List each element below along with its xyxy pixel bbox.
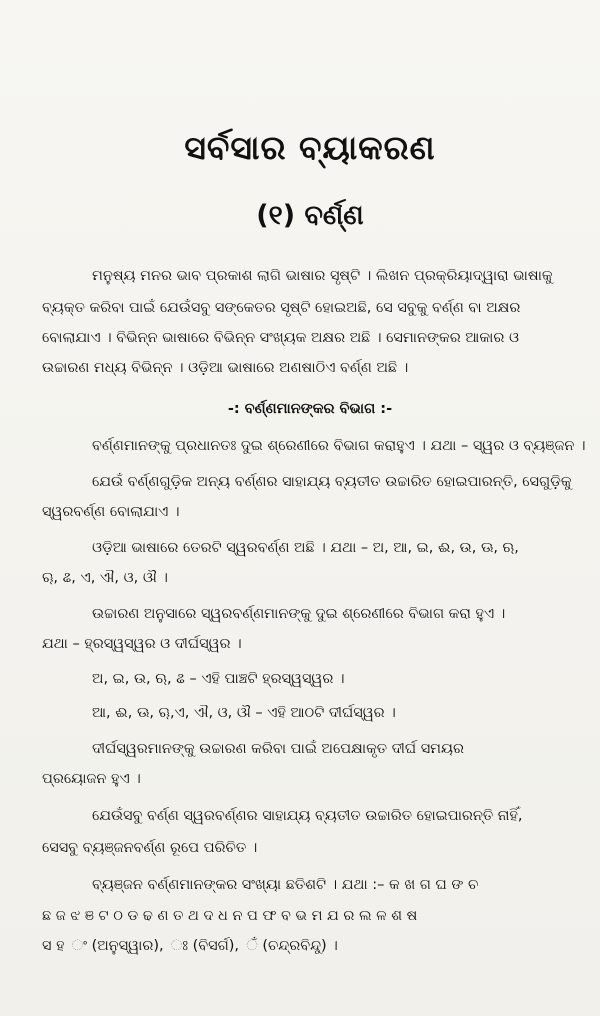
paragraph-line: ଅ, ଇ, ଉ, ଋ, ଌ – ଏହି ପାଞ୍ଚଟି ହ୍ରସ୍ୱସ୍ୱର ।	[92, 671, 345, 687]
paragraph-line: ଯେଉଁସବୁ ବର୍ଣ୍ଣ ସ୍ୱରବର୍ଣ୍ଣର ସାହାଯ୍ୟ ବ୍ୟତୀତ ଉଚ୍ଚାରିତ ହୋଇପାରନ୍ତି ନାହିଁ,	[92, 808, 523, 824]
section-heading: -: ବର୍ଣ୍ଣମାନଙ୍କର ବିଭାଗ :-	[227, 401, 393, 417]
page-title: ସର୍ବସାର ବ୍ୟାକରଣ	[184, 128, 436, 167]
paragraph-line: ଛ ଜ ଝ ଞ ଟ ଠ ଡ ଢ ଣ ତ ଥ ଦ ଧ ନ ପ ଫ ବ ଭ ମ ଯ ର ଲ ଳ ଶ ଷ	[42, 908, 418, 924]
paragraph-line: ସ୍ୱରବର୍ଣ୍ଣ ବୋଲାଯାଏ ।	[42, 504, 180, 520]
paragraph-line: ପ୍ରୟୋଜନ ହୁଏ ।	[42, 771, 141, 787]
paragraph-line: ବ୍ୟଞ୍ଜନ ବର୍ଣ୍ଣମାନଙ୍କର ସଂଖ୍ୟା ଛତିଶଟି । ଯଥା :– କ ଖ ଗ ଘ ଙ ଚ	[92, 877, 479, 893]
chapter-heading: (୧) ବର୍ଣ୍ଣ	[256, 200, 364, 231]
paragraph-line: ଓଡ଼ିଆ ଭାଷାରେ ତେରଟି ସ୍ୱରବର୍ଣ୍ଣ ଅଛି । ଯଥା – ଅ, ଆ, ଇ, ଈ, ଉ, ଊ, ଋ,	[92, 540, 519, 556]
paragraph-line: ଯଥା – ହ୍ରସ୍ୱସ୍ୱର ଓ ଦୀର୍ଘସ୍ୱର ।	[42, 636, 242, 652]
paragraph-line: ବ୍ୟକ୍ତ କରିବା ପାଇଁ ଯେଉଁସବୁ ସଙ୍କେତର ସୃଷ୍ଟି ହୋଇଅଛି, ସେ ସବୁକୁ ବର୍ଣ୍ଣ ବା ଅକ୍ଷର	[42, 300, 521, 316]
paragraph-line: ୠ, ଌ, ଏ, ଐ, ଓ, ଔ ।	[42, 570, 168, 586]
paragraph-line: ଉଚ୍ଚାରଣ ଅନୁସାରେ ସ୍ୱରବର୍ଣ୍ଣମାନଙ୍କୁ ଦୁଇ ଶ୍ରେଣୀରେ ବିଭାଗ କରା ହୁଏ ।	[92, 606, 506, 622]
paragraph-line: ସେସବୁ ବ୍ୟଞ୍ଜନବର୍ଣ୍ଣ ରୂପେ ପରିଚିତ ।	[42, 840, 258, 856]
paragraph-line: ଉଚ୍ଚାରଣ ମଧ୍ୟ ବିଭିନ୍ନ । ଓଡ଼ିଆ ଭାଷାରେ ଅଣଷାଠିଏ ବର୍ଣ୍ଣ ଅଛି ।	[42, 360, 409, 376]
paragraph-line: ବୋଲାଯାଏ । ବିଭିନ୍ନ ଭାଷାରେ ବିଭିନ୍ନ ସଂଖ୍ୟକ ଅକ୍ଷର ଅଛି । ସେମାନଙ୍କର ଆକାର ଓ	[42, 330, 519, 346]
paragraph-line: ମନୁଷ୍ୟ ମନର ଭାବ ପ୍ରକାଶ ଲାଗି ଭାଷାର ସୃଷ୍ଟି । ଲିଖନ ପ୍ରକ୍ରିୟାଦ୍ୱାରା ଭାଷାକୁ	[92, 268, 553, 284]
paragraph-line: ସ ହ ଂ (ଅନୁସ୍ୱାର), ଃ (ବିସର୍ଗ), ଁ (ଚନ୍ଦ୍ରବିନ୍ଦୁ) ।	[42, 938, 338, 954]
paragraph-line: ଯେଉଁ ବର୍ଣ୍ଣଗୁଡ଼ିକ ଅନ୍ୟ ବର୍ଣ୍ଣର ସାହାଯ୍ୟ ବ୍ୟତୀତ ଉଚ୍ଚାରିତ ହୋଇପାରନ୍ତି, ସେଗୁଡ଼ିକୁ	[92, 474, 572, 490]
paragraph-line: ବର୍ଣ୍ଣମାନଙ୍କୁ ପ୍ରଧାନତଃ ଦୁଇ ଶ୍ରେଣୀରେ ବିଭାଗ କରାହୁଏ । ଯଥା – ସ୍ୱର ଓ ବ୍ୟଞ୍ଜନ ।	[92, 438, 586, 454]
paragraph-line: ଆ, ଈ, ଊ, ୠ,ଏ, ଐ, ଓ, ଔ – ଏହି ଆଠଟି ଦୀର୍ଘସ୍ୱର ।	[92, 705, 396, 721]
paragraph-line: ଦୀର୍ଘସ୍ୱରମାନଙ୍କୁ ଉଚ୍ଚାରଣ କରିବା ପାଇଁ ଅପେକ୍ଷାକୃତ ଦୀର୍ଘ ସମୟର	[92, 741, 464, 757]
